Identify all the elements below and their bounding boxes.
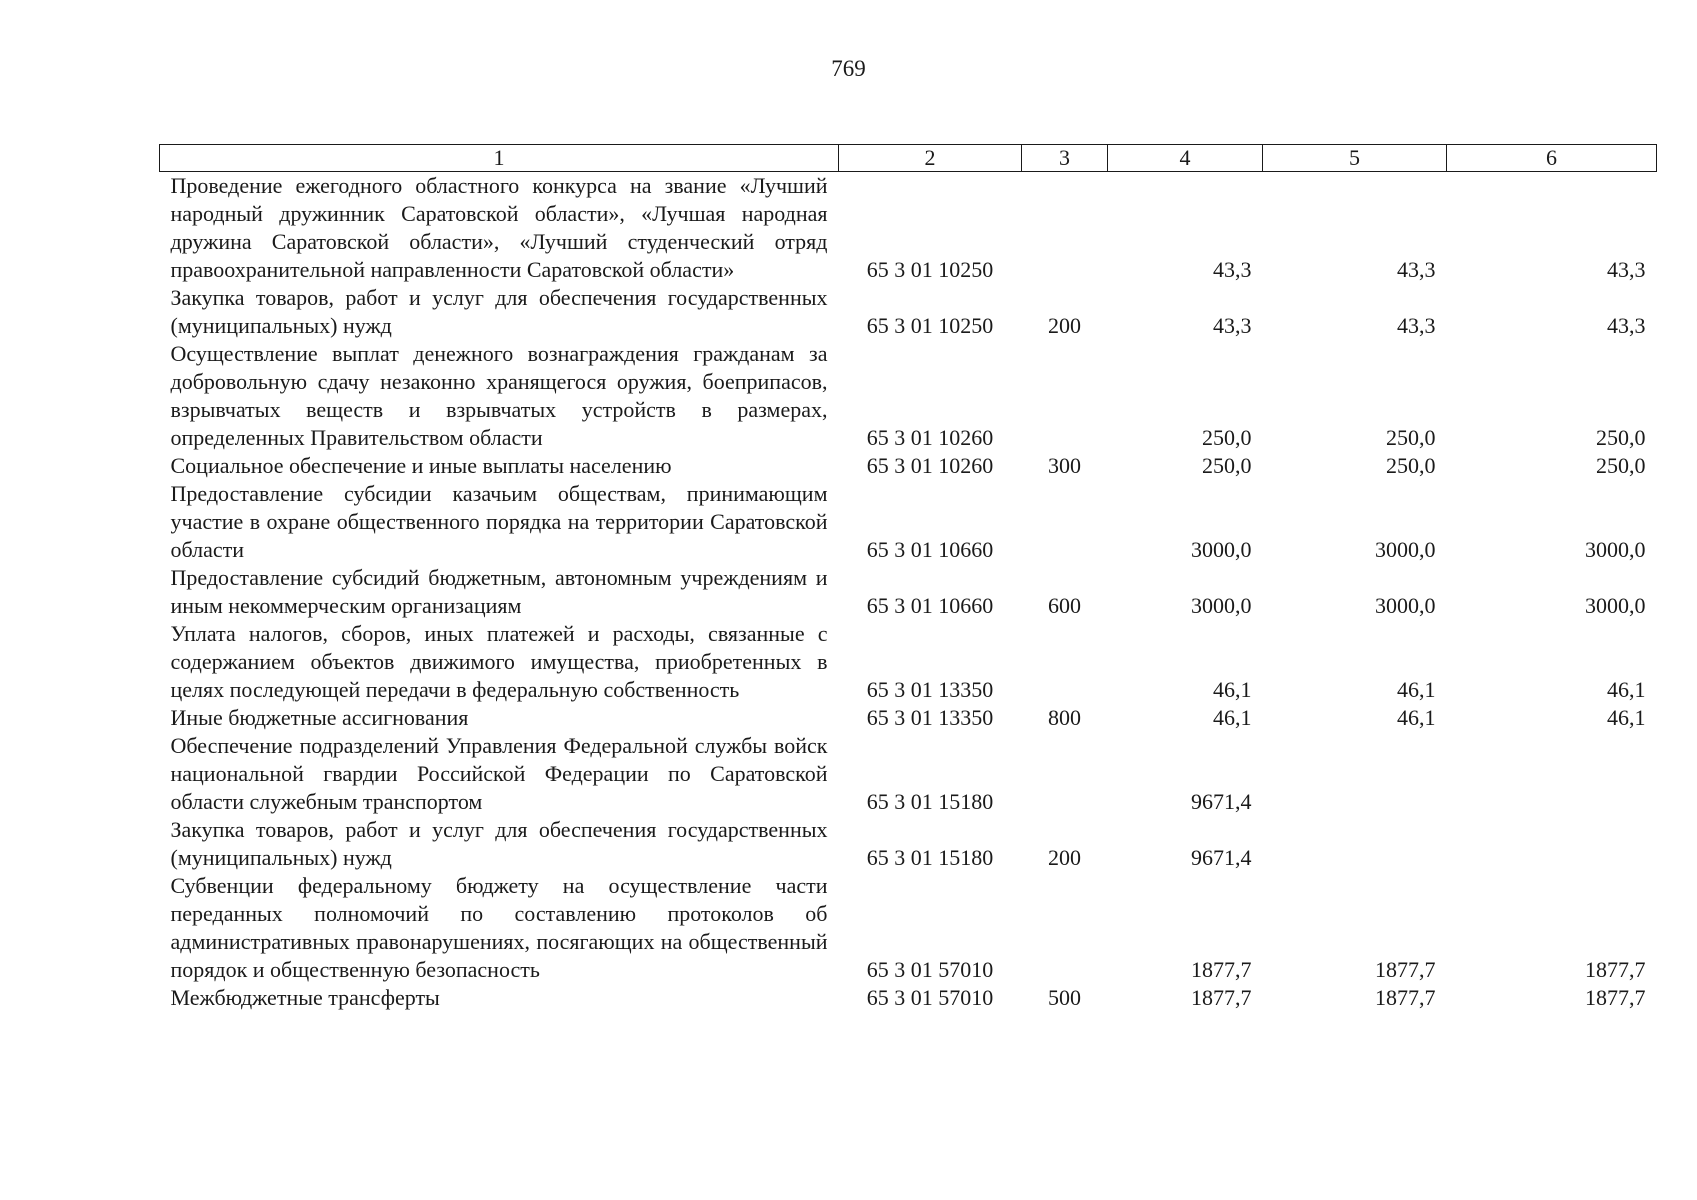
row-value-col-6: 250,0 (1596, 425, 1646, 450)
row-name: Межбюджетные трансферты (170, 985, 440, 1010)
row-value-col-4: 250,0 (1202, 425, 1252, 450)
row-value-col-5: 250,0 (1386, 453, 1436, 478)
row-code: 65 3 01 10260 (866, 453, 994, 478)
row-expense-type: 300 (1048, 453, 1081, 478)
row-value-col-5: 43,3 (1397, 257, 1436, 282)
row-value-col-5: 3000,0 (1375, 537, 1436, 562)
table-row (160, 816, 1657, 872)
row-code: 65 3 01 10660 (866, 537, 994, 562)
row-value-col-4: 9671,4 (1191, 845, 1252, 870)
row-value-col-4: 3000,0 (1191, 537, 1252, 562)
row-value-col-4: 1877,7 (1191, 985, 1252, 1010)
table-header (160, 145, 1657, 172)
table-row (160, 732, 1657, 816)
row-code: 65 3 01 15180 (866, 789, 994, 814)
header-col-6: 6 (1447, 145, 1657, 172)
row-expense-type: 800 (1048, 705, 1081, 730)
table-row (160, 452, 1657, 480)
row-code: 65 3 01 57010 (866, 957, 994, 982)
row-value-col-4: 3000,0 (1191, 593, 1252, 618)
row-value-col-6 (1447, 732, 1657, 816)
row-value-col-5 (1263, 732, 1447, 816)
row-code: 65 3 01 10260 (866, 425, 994, 450)
row-value-col-6: 3000,0 (1585, 593, 1646, 618)
row-value-col-5: 3000,0 (1375, 593, 1436, 618)
row-value-col-4: 250,0 (1202, 453, 1252, 478)
row-value-col-6: 46,1 (1607, 677, 1646, 702)
row-value-col-4: 1877,7 (1191, 957, 1252, 982)
header-col-3: 3 (1022, 145, 1108, 172)
row-expense-type (1022, 172, 1108, 285)
row-expense-type (1022, 732, 1108, 816)
table-row (160, 872, 1657, 984)
row-value-col-4: 46,1 (1213, 705, 1252, 730)
table-row (160, 564, 1657, 620)
table-row (160, 620, 1657, 704)
page-number: 769 (831, 56, 866, 81)
row-value-col-6: 1877,7 (1585, 957, 1646, 982)
row-value-col-5: 1877,7 (1375, 985, 1436, 1010)
row-name: Уплата налогов, сборов, иных платежей и расходы, связанные с содержанием объектов движимого имущества, приобретенных в целях последующей передачи в федеральную собственность (170, 621, 828, 702)
row-name: Предоставление субсидии казачьим обществам, принимающим участие в охране общественного порядка на территории Саратовской области (170, 481, 828, 562)
row-value-col-6: 1877,7 (1585, 985, 1646, 1010)
row-code: 65 3 01 15180 (866, 845, 994, 870)
table-row (160, 284, 1657, 340)
row-value-col-4: 46,1 (1213, 677, 1252, 702)
row-value-col-6: 43,3 (1607, 313, 1646, 338)
row-value-col-5 (1263, 816, 1447, 872)
row-value-col-6: 250,0 (1596, 453, 1646, 478)
row-value-col-6: 43,3 (1607, 257, 1646, 282)
header-col-2: 2 (839, 145, 1022, 172)
table-row (160, 480, 1657, 564)
row-value-col-5: 46,1 (1397, 705, 1436, 730)
row-value-col-4: 43,3 (1213, 257, 1252, 282)
row-expense-type (1022, 872, 1108, 984)
header-col-1: 1 (160, 145, 839, 172)
row-name: Осуществление выплат денежного вознаграждения гражданам за добровольную сдачу незаконно хранящегося оружия, боеприпасов, взрывчатых веществ и взрывчатых устройств в размерах, определенных Правительством области (170, 341, 828, 450)
row-value-col-5: 1877,7 (1375, 957, 1436, 982)
row-name: Обеспечение подразделений Управления Федеральной службы войск национальной гвардии Российской Федерации по Саратовской области служебным транспортом (170, 733, 828, 814)
row-value-col-5: 43,3 (1397, 313, 1436, 338)
row-value-col-5: 250,0 (1386, 425, 1436, 450)
row-name: Проведение ежегодного областного конкурса на звание «Лучший народный дружинник Саратовской области», «Лучшая народная дружина Саратовской области», «Лучший студенческий отряд правоохранительной направленности Саратовской области» (170, 173, 828, 282)
header-col-4: 4 (1108, 145, 1263, 172)
budget-table (159, 144, 1657, 1012)
row-expense-type: 200 (1048, 313, 1081, 338)
row-value-col-6: 3000,0 (1585, 537, 1646, 562)
table-row (160, 172, 1657, 285)
row-expense-type (1022, 340, 1108, 452)
table-row (160, 984, 1657, 1012)
row-name: Субвенции федеральному бюджету на осуществление части переданных полномочий по составлению протоколов об административных правонарушениях, посягающих на общественный порядок и общественную безопасность (170, 873, 828, 982)
row-code: 65 3 01 10250 (866, 313, 994, 338)
row-value-col-6 (1447, 816, 1657, 872)
row-expense-type: 200 (1048, 845, 1081, 870)
row-expense-type (1022, 480, 1108, 564)
row-code: 65 3 01 13350 (866, 677, 994, 702)
row-value-col-5: 46,1 (1397, 677, 1436, 702)
table-row (160, 704, 1657, 732)
row-value-col-4: 9671,4 (1191, 789, 1252, 814)
table-body (160, 172, 1657, 1013)
row-code: 65 3 01 57010 (866, 985, 994, 1010)
row-value-col-6: 46,1 (1607, 705, 1646, 730)
row-name: Предоставление субсидий бюджетным, автономным учреждениям и иным некоммерческим организациям (170, 565, 828, 618)
header-col-5: 5 (1263, 145, 1447, 172)
row-name: Закупка товаров, работ и услуг для обеспечения государственных (муниципальных) нужд (170, 817, 828, 870)
row-value-col-4: 43,3 (1213, 313, 1252, 338)
row-code: 65 3 01 10660 (866, 593, 994, 618)
row-expense-type: 500 (1048, 985, 1081, 1010)
row-code: 65 3 01 10250 (866, 257, 994, 282)
row-code: 65 3 01 13350 (866, 705, 994, 730)
table-row (160, 340, 1657, 452)
row-name: Иные бюджетные ассигнования (170, 705, 469, 730)
header-row (160, 145, 1657, 172)
row-name: Социальное обеспечение и иные выплаты населению (170, 453, 672, 478)
row-expense-type: 600 (1048, 593, 1081, 618)
row-name: Закупка товаров, работ и услуг для обеспечения государственных (муниципальных) нужд (170, 285, 828, 338)
row-expense-type (1022, 620, 1108, 704)
